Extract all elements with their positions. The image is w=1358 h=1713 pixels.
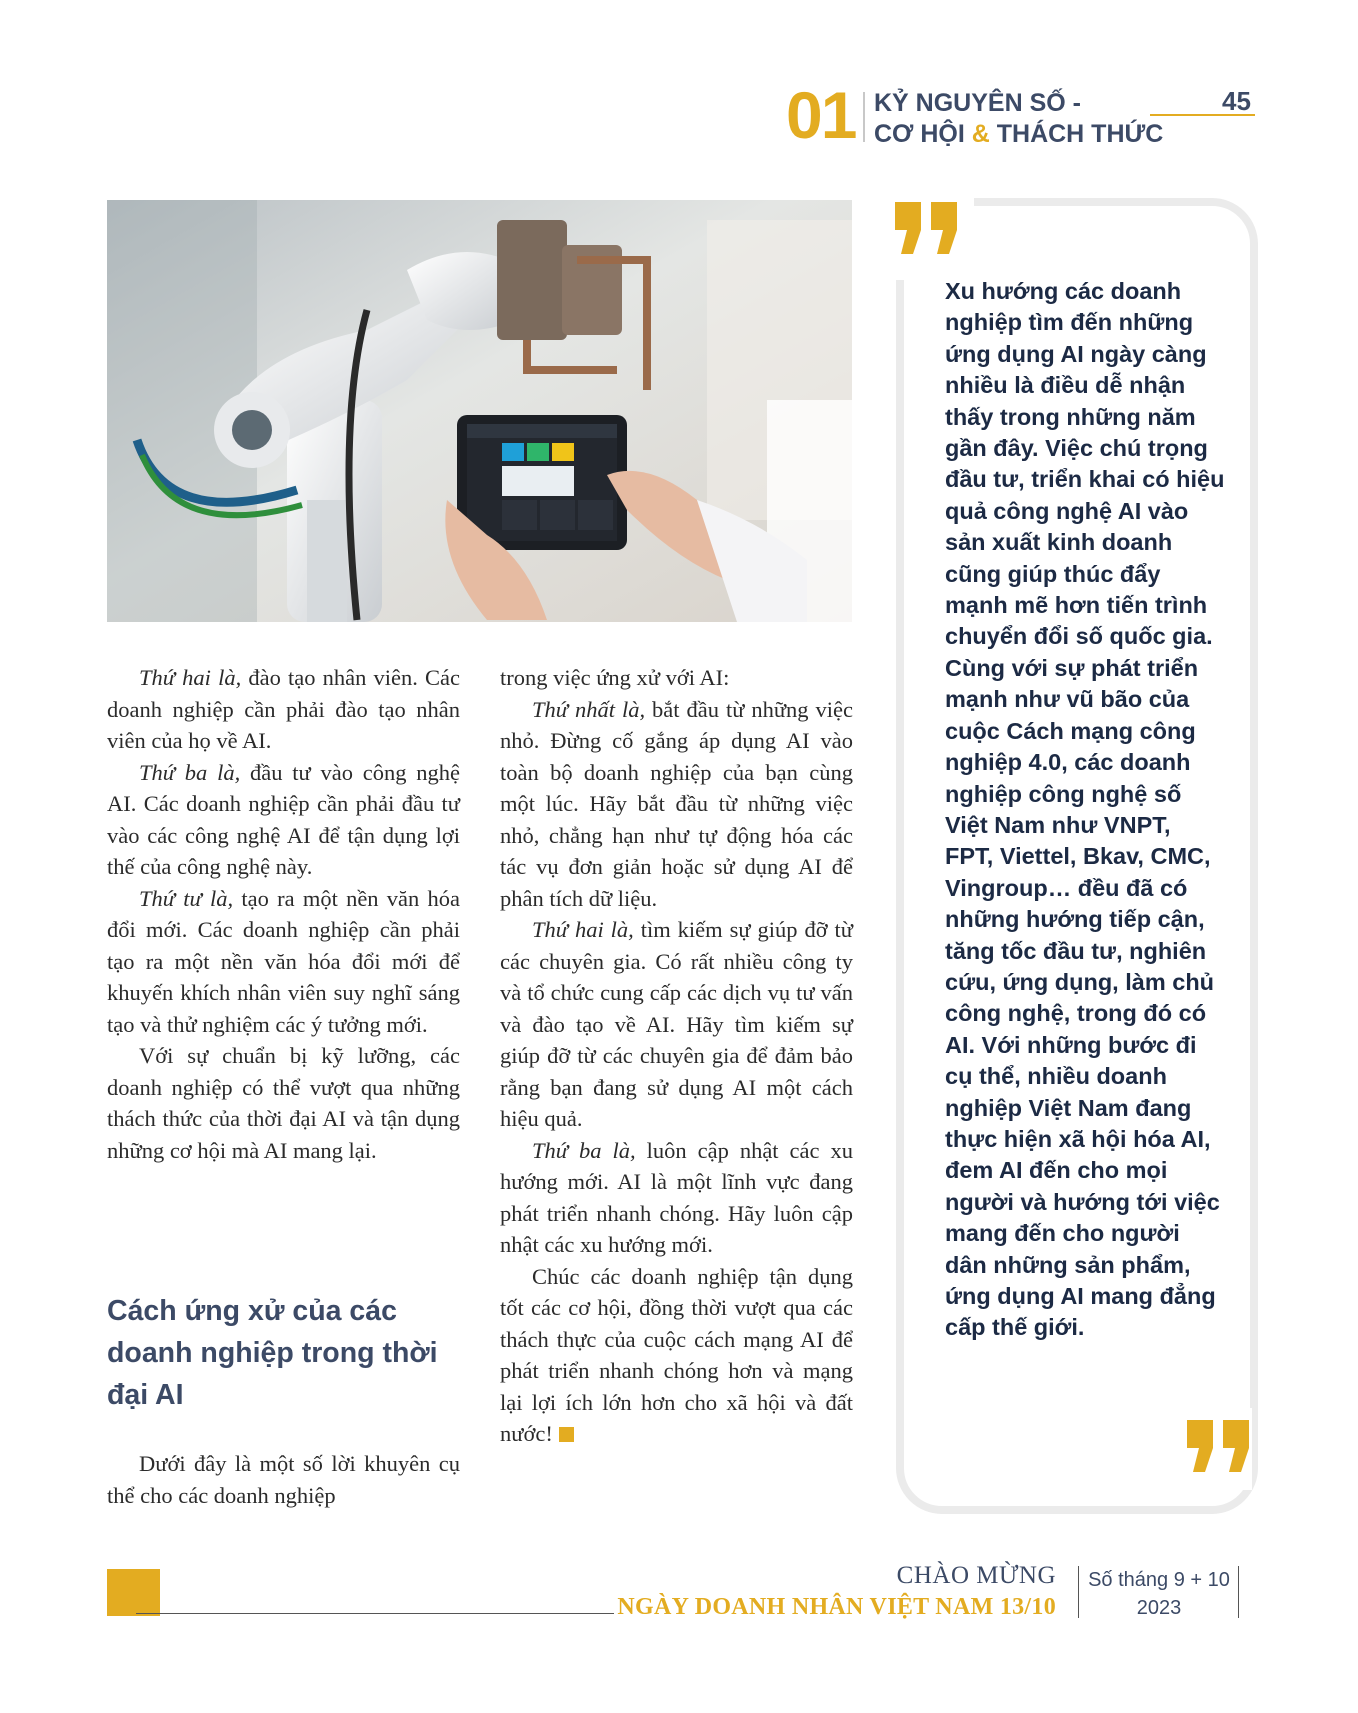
paragraph: Thứ hai là, đào tạo nhân viên. Các doanh nghiệp cần phải đào tạo nhân viên của họ về AI. <box>107 665 460 753</box>
section-heading: Cách ứng xử của các doanh nghiệp trong thời đại AI <box>107 1295 438 1411</box>
footer-title: CHÀO MỪNG <box>896 1562 1056 1589</box>
open-quote-icon <box>893 200 963 256</box>
issue-month: Số tháng 9 + 10 <box>1088 1569 1230 1591</box>
footer-divider <box>1078 1566 1079 1618</box>
section-title <box>874 88 1163 150</box>
column-left <box>107 662 460 1166</box>
paragraph: trong việc ứng xử với AI: <box>500 665 730 690</box>
column-left-bottom <box>107 1448 460 1511</box>
paragraph: Thứ hai là, tìm kiếm sự giúp đỡ từ các chuyên gia. Có rất nhiều công ty và tổ chức cung cấp các dịch vụ tư vấn và đào tạo về AI. Hãy tìm kiếm sự giúp đỡ từ các chuyên gia để đảm bảo rằng bạn đang sử dụng AI một cách hiệu quả. <box>500 917 853 1131</box>
section-title-line2: CƠ HỘI & THÁCH THỨC <box>874 120 1164 148</box>
paragraph: Thứ tư là, tạo ra một nền văn hóa đổi mới. Các doanh nghiệp cần phải tạo ra một nền văn hóa đổi mới để khuyến khích nhân viên suy nghĩ sáng tạo và thử nghiệm các ý tưởng mới. <box>107 885 460 1037</box>
column-middle <box>500 662 853 1450</box>
section-number: 01 <box>786 78 856 152</box>
close-quote-icon <box>1185 1418 1255 1474</box>
header-divider <box>863 92 865 142</box>
end-mark-icon <box>559 1427 574 1442</box>
footer-rule <box>136 1613 614 1614</box>
footer-divider <box>1238 1566 1239 1618</box>
hero-image <box>107 200 852 622</box>
industrial-robot-tablet-photo-icon <box>107 200 852 622</box>
paragraph: Thứ ba là, luôn cập nhật các xu hướng mới. AI là một lĩnh vực đang phát triển nhanh chóng. Hãy luôn cập nhật các xu hướng mới. <box>500 1137 853 1257</box>
paragraph: Thứ nhất là, bắt đầu từ những việc nhỏ. Đừng cố gắng áp dụng AI vào toàn bộ doanh nghiệp của bạn cùng một lúc. Hãy bắt đầu từ những việc nhỏ, chẳng hạn như tự động hóa các tác vụ đơn giản hoặc sử dụng AI để phân tích dữ liệu. <box>500 696 853 911</box>
footer-accent-block <box>107 1569 160 1616</box>
issue-info <box>1085 1566 1233 1622</box>
paragraph: Dưới đây là một số lời khuyên cụ thể cho các doanh nghiệp <box>107 1451 460 1508</box>
issue-year: 2023 <box>1136 1597 1182 1619</box>
page-number: 45 <box>1222 86 1251 116</box>
pull-quote <box>945 276 1225 1344</box>
footer-subtitle: NGÀY DOANH NHÂN VIỆT NAM 13/10 <box>617 1594 1056 1620</box>
section-title-line1: KỶ NGUYÊN SỐ - <box>874 89 1081 117</box>
quote-paragraph: Cùng với sự phát triển mạnh như vũ bão của cuộc Cách mạng công nghiệp 4.0, các doanh nghiệp công nghệ số Việt Nam như VNPT, FPT, Viettel, Bkav, CMC, Vingroup… đều đã có những hướng tiếp cận, tăng tốc đầu tư, nghiên cứu, ứng dụng, làm chủ công nghệ, trong đó có AI. Với những bước đi cụ thể, nhiều doanh nghiệp Việt Nam đang thực hiện xã hội hóa AI, đem AI đến cho mọi người và hướng tới việc mang đến cho người dân những sản phẩm, ứng dụng AI mang đẳng cấp thế giới. <box>945 654 1220 1341</box>
paragraph: Thứ ba là, đầu tư vào công nghệ AI. Các doanh nghiệp cần phải đầu tư vào các công nghệ AI để tận dụng lợi thế của công nghệ này. <box>107 759 460 879</box>
paragraph: Với sự chuẩn bị kỹ lưỡng, các doanh nghiệp có thể vượt qua những thách thức của thời đại AI và tận dụng những cơ hội mà AI mang lại. <box>107 1043 460 1163</box>
quote-paragraph: Xu hướng các doanh nghiệp tìm đến những ứng dụng AI ngày càng nhiều là điều dễ nhận thấy trong những năm gần đây. Việc chú trọng đầu tư, triển khai có hiệu quả công nghệ AI vào sản xuất kinh doanh cũng giúp thúc đẩy mạnh mẽ hơn tiến trình chuyển đổi số quốc gia. <box>945 278 1225 650</box>
paragraph: Chúc các doanh nghiệp tận dụng tốt các cơ hội, đồng thời vượt qua các thách thực của cuộc cách mạng AI để phát triển nhanh chóng hơn và mạng lại lợi ích lớn hơn cho xã hội và đất nước! <box>500 1263 853 1446</box>
